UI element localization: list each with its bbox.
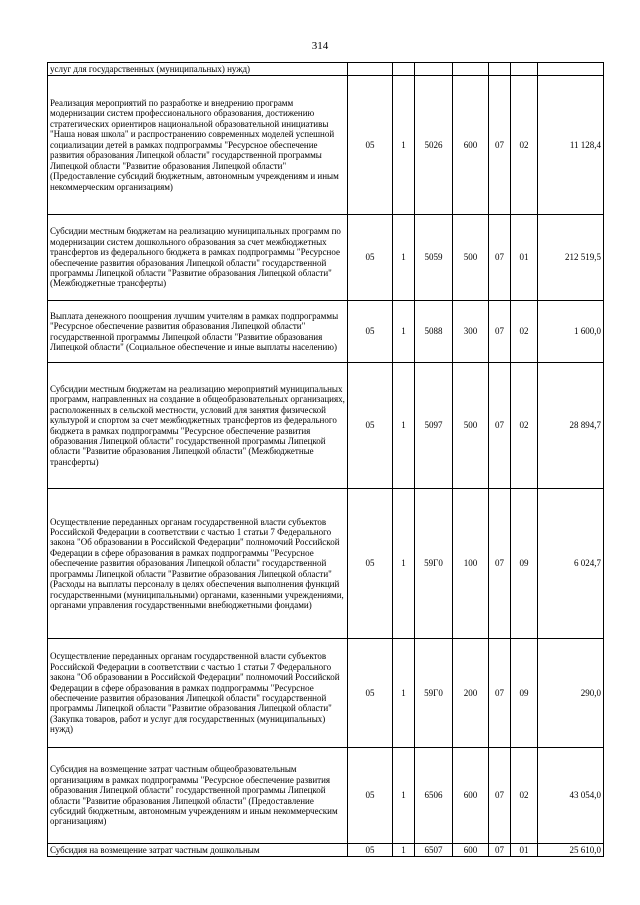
subprogram-code: 1 (393, 748, 415, 844)
program-code: 05 (348, 844, 393, 857)
subprogram-code: 1 (393, 215, 415, 301)
amount: 28 894,7 (538, 363, 604, 489)
program-code: 05 (348, 76, 393, 215)
row-description: Субсидии местным бюджетам на реализацию мероприятий муниципальных программ, направленных на создание в общеобразовательных организациях, расположенных в сельской местности, условий для занятия физической культурой и спортом за счет межбюджетных трансфертов из федерального бюджета в рамках подпрограммы "Ресурсное обеспечение развития образования Липецкой области" государственной программы Липецкой области "Развитие образования Липецкой области" (Межбюджетные трансферты) (48, 363, 348, 489)
table-row (48, 363, 604, 489)
section-code (489, 63, 511, 76)
direction-code: 6506 (415, 748, 453, 844)
direction-code: 59Г0 (415, 489, 453, 639)
subsection-code: 09 (511, 639, 538, 748)
row-description: Осуществление переданных органам государственной власти субъектов Российской Федерации в соответствии с частью 1 статьи 7 Федерального закона "Об образовании в Российской Федерации" полномочий Российской Федерации в сфере образования в рамках подпрограммы "Ресурсное обеспечение развития образования Липецкой области" государственной программы Липецкой области "Развитие образования Липецкой области" (Расходы на выплаты персоналу в целях обеспечения выполнения функций государственными (муниципальными) органами, казенными учреждениями, органами управления государственными внебюджетными фондами) (48, 489, 348, 639)
subsection-code: 01 (511, 215, 538, 301)
direction-code: 5088 (415, 301, 453, 363)
section-code: 07 (489, 748, 511, 844)
section-code: 07 (489, 76, 511, 215)
table-row (48, 844, 604, 857)
subsection-code: 01 (511, 844, 538, 857)
subsection-code: 09 (511, 489, 538, 639)
subsection-code: 02 (511, 748, 538, 844)
subprogram-code: 1 (393, 639, 415, 748)
expense-type-code: 100 (453, 489, 489, 639)
section-code: 07 (489, 301, 511, 363)
section-code: 07 (489, 844, 511, 857)
expense-type-code: 300 (453, 301, 489, 363)
table-row (48, 215, 604, 301)
row-description: Осуществление переданных органам государственной власти субъектов Российской Федерации в соответствии с частью 1 статьи 7 Федерального закона "Об образовании в Российской Федерации" полномочий Российской Федерации в сфере образования в рамках подпрограммы "Ресурсное обеспечение развития образования Липецкой области" государственной программы Липецкой области "Развитие образования Липецкой области" (Закупка товаров, работ и услуг для государственных (муниципальных) нужд) (48, 639, 348, 748)
row-description: Выплата денежного поощрения лучшим учителям в рамках подпрограммы "Ресурсное обеспечение развития образования Липецкой области" государственной программы Липецкой области "Развитие образования Липецкой области" (Социальное обеспечение и иные выплаты населению) (48, 301, 348, 363)
amount: 212 519,5 (538, 215, 604, 301)
direction-code: 6507 (415, 844, 453, 857)
expense-type-code: 600 (453, 76, 489, 215)
table-row (48, 301, 604, 363)
table-row (48, 76, 604, 215)
direction-code: 5059 (415, 215, 453, 301)
amount: 6 024,7 (538, 489, 604, 639)
expense-type-code: 500 (453, 215, 489, 301)
table-row (48, 489, 604, 639)
amount (538, 63, 604, 76)
program-code: 05 (348, 748, 393, 844)
amount: 11 128,4 (538, 76, 604, 215)
program-code: 05 (348, 363, 393, 489)
amount: 1 600,0 (538, 301, 604, 363)
direction-code: 5026 (415, 76, 453, 215)
page-number: 314 (311, 40, 329, 52)
direction-code: 5097 (415, 363, 453, 489)
row-description: Субсидии местным бюджетам на реализацию муниципальных программ по модернизации систем дошкольного образования за счет межбюджетных трансфертов из федерального бюджета в рамках подпрограммы "Ресурсное обеспечение развития образования Липецкой области" государственной программы Липецкой области "Развитие образования Липецкой области" (Межбюджетные трансферты) (48, 215, 348, 301)
amount: 290,0 (538, 639, 604, 748)
program-code: 05 (348, 301, 393, 363)
section-code: 07 (489, 215, 511, 301)
subsection-code (511, 63, 538, 76)
subprogram-code: 1 (393, 363, 415, 489)
budget-table (47, 62, 604, 857)
section-code: 07 (489, 489, 511, 639)
amount: 43 054,0 (538, 748, 604, 844)
row-description: услуг для государственных (муниципальных) нужд) (48, 63, 348, 76)
subprogram-code: 1 (393, 489, 415, 639)
subsection-code: 02 (511, 301, 538, 363)
section-code: 07 (489, 363, 511, 489)
row-description: Реализация мероприятий по разработке и внедрению программ модернизации систем профессионального образования, достижению стратегических ориентиров национальной образовательной инициативы "Наша новая школа" и распространению современных моделей успешной социализации детей в рамках подпрограммы "Ресурсное обеспечение развития образования Липецкой области" государственной программы Липецкой области "Развитие образования Липецкой области" (Предоставление субсидий бюджетным, автономным учреждениям и иным некоммерческим организациям) (48, 76, 348, 215)
table-row (48, 63, 604, 76)
section-code: 07 (489, 639, 511, 748)
subsection-code: 02 (511, 363, 538, 489)
subprogram-code (393, 63, 415, 76)
expense-type-code: 200 (453, 639, 489, 748)
row-description: Субсидия на возмещение затрат частным общеобразовательным организациям в рамках подпрограммы "Ресурсное обеспечение развития образования Липецкой области" государственной программы Липецкой области "Развитие образования Липецкой области" (Предоставление субсидий бюджетным, автономным учреждениям и иным некоммерческим организациям) (48, 748, 348, 844)
expense-type-code: 600 (453, 844, 489, 857)
program-code: 05 (348, 639, 393, 748)
table-row (48, 748, 604, 844)
program-code (348, 63, 393, 76)
subsection-code: 02 (511, 76, 538, 215)
program-code: 05 (348, 489, 393, 639)
amount: 25 610,0 (538, 844, 604, 857)
expense-type-code (453, 63, 489, 76)
subprogram-code: 1 (393, 844, 415, 857)
direction-code: 59Г0 (415, 639, 453, 748)
expense-type-code: 600 (453, 748, 489, 844)
expense-type-code: 500 (453, 363, 489, 489)
direction-code (415, 63, 453, 76)
table-row (48, 639, 604, 748)
subprogram-code: 1 (393, 301, 415, 363)
row-description: Субсидия на возмещение затрат частным дошкольным (48, 844, 348, 857)
program-code: 05 (348, 215, 393, 301)
subprogram-code: 1 (393, 76, 415, 215)
